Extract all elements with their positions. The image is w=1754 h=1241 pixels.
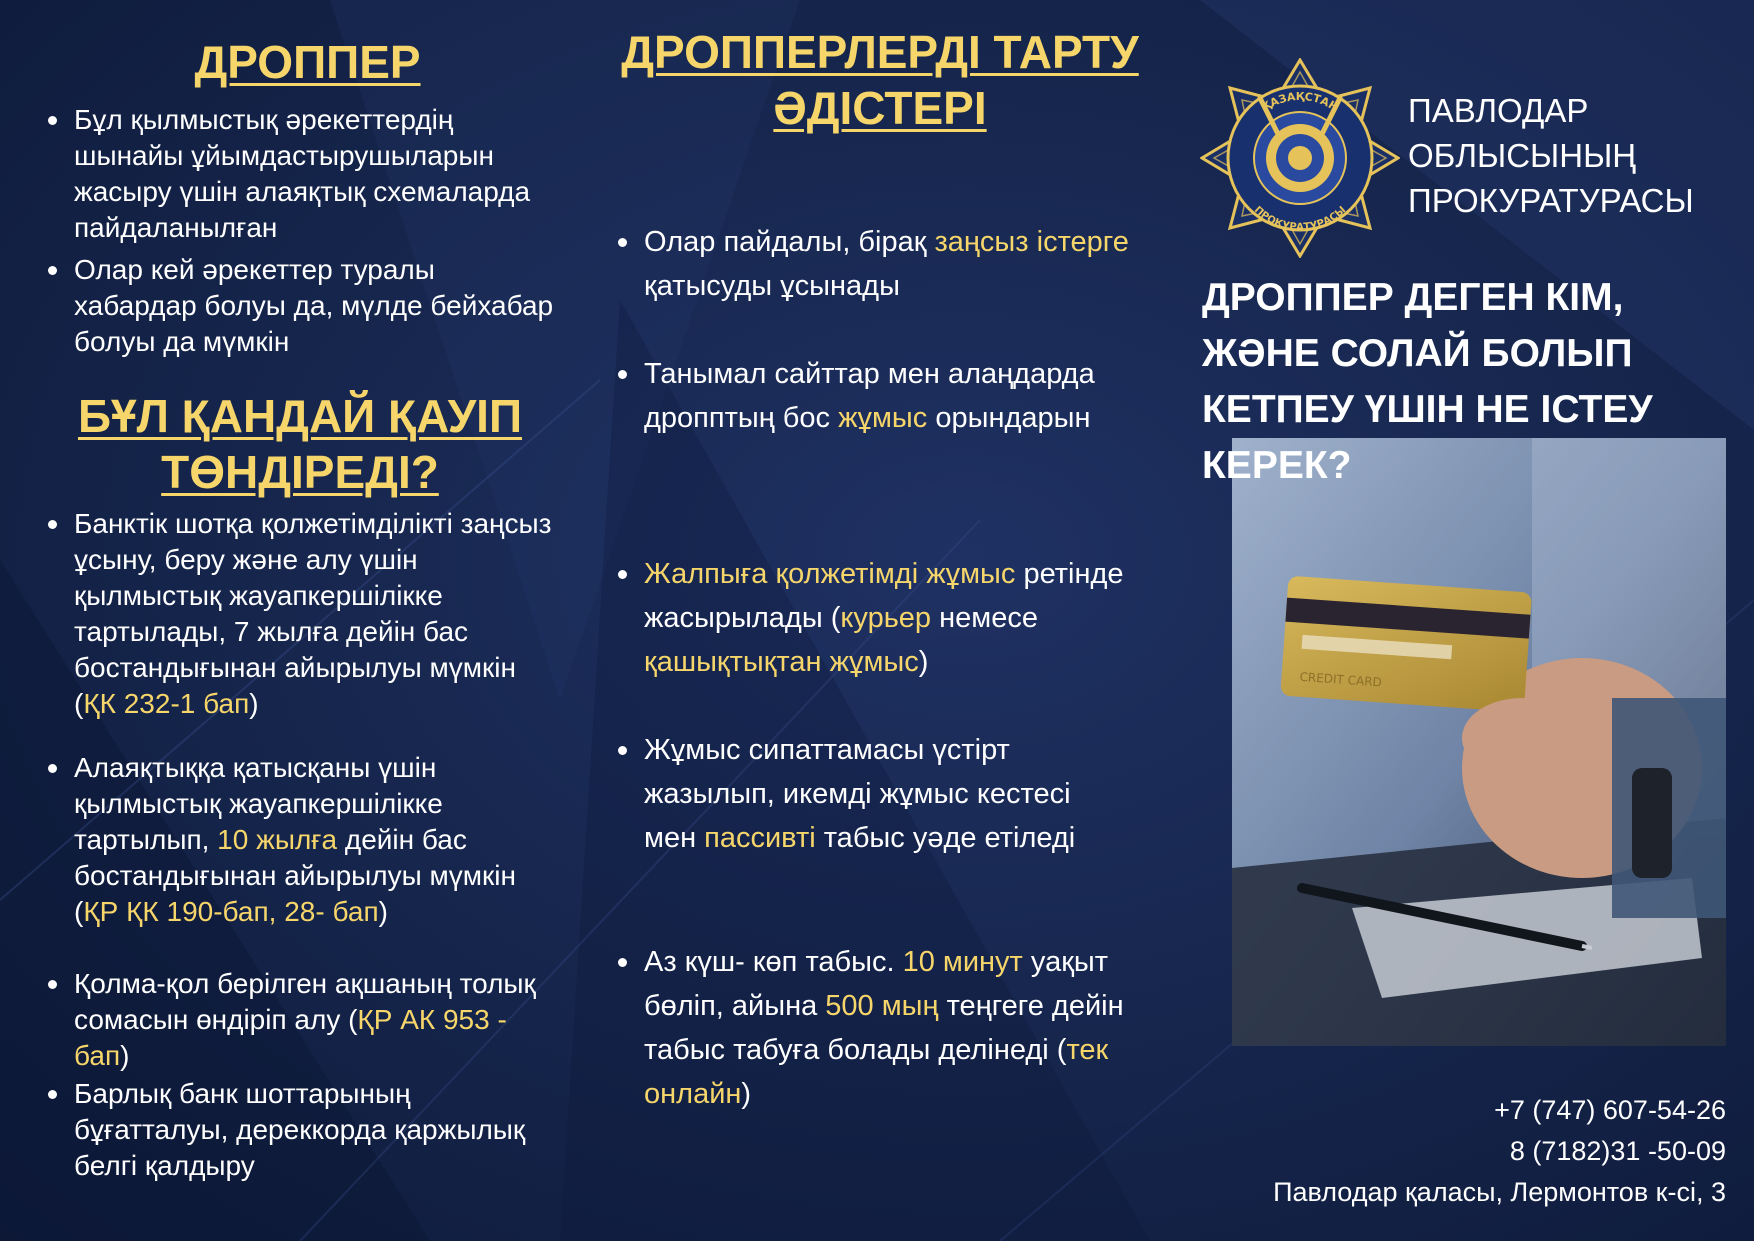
item-text: немесе <box>931 602 1038 634</box>
highlighted-text: 500 мың <box>825 990 939 1022</box>
item-text: ) <box>741 1078 752 1110</box>
title-danger-line1: БҰЛ ҚАНДАЙ ҚАУІП <box>77 390 523 442</box>
headline-line: ЖӘНЕ СОЛАЙ БОЛЫП <box>1202 332 1633 375</box>
card-text: CREDIT CARD <box>1299 669 1383 690</box>
item-text: ) <box>120 1040 130 1071</box>
list-item <box>610 940 1130 1116</box>
item-text: ретінде жасырылады ( <box>644 558 1124 634</box>
methods-list-wrap <box>610 220 1130 1116</box>
list-item <box>40 1076 565 1184</box>
item-text: уақыт бөліп, айына <box>644 946 1109 1022</box>
list-item <box>40 506 565 722</box>
address: Павлодар қаласы, Лермонтов к-сі, 3 <box>1273 1177 1726 1207</box>
highlighted-text: ҚР АК 953 - бап <box>74 1004 507 1071</box>
highlighted-text: курьер <box>840 602 932 634</box>
item-text: ) <box>378 896 388 927</box>
item-text: Олар пайдалы, бірақ <box>644 226 935 258</box>
list-item <box>610 552 1130 684</box>
title-danger-line2: ТӨНДІРЕДІ? <box>161 446 439 498</box>
item-text: табыс уәде етіледі <box>815 822 1076 854</box>
item-text: Жұмыс сипаттамасы үстірт жазылып, икемді жұмыс кестесі мен <box>644 734 1071 854</box>
list-item <box>40 102 565 246</box>
item-text: Барлық банк шоттарының бұғатталуы, дереккорда қаржылық белгі қалдыру <box>74 1078 526 1181</box>
title-methods-line1: ДРОППЕРЛЕРДІ ТАРТУ <box>621 26 1139 78</box>
item-text: Олар кей әрекеттер туралы хабардар болуы да, мүлде бейхабар болуы да мүмкін <box>74 254 554 357</box>
item-text: Қолма-қол берілген ақшаның толық сомасын өндіріп алу ( <box>74 968 536 1035</box>
phone-mobile: +7 (747) 607-54-26 <box>1494 1095 1726 1125</box>
phone-office: 8 (7182)31 -50-09 <box>1509 1136 1726 1166</box>
list-item <box>40 252 565 360</box>
list-item <box>40 966 565 1074</box>
item-text: қатысуды ұсынады <box>644 270 900 302</box>
item-text: ) <box>918 646 929 678</box>
title-dropper: ДРОППЕР <box>194 36 421 88</box>
org-line: ОБЛЫСЫНЫҢ <box>1408 137 1637 174</box>
highlighted-text: жұмыс <box>838 402 928 434</box>
emblem-text-bottom: ПРОКУРАТУРАСЫ <box>1251 204 1349 234</box>
item-text: Бұл қылмыстық әрекеттердің шынайы ұйымдастырушыларын жасыру үшін алаяқтық схемаларда пайдаланылған <box>74 104 531 243</box>
emblem-text-top: ҚАЗАҚСТАН <box>1259 89 1341 115</box>
highlighted-text: ҚР ҚК 190-бап, 28- бап <box>83 896 379 927</box>
headline-line: КЕРЕК? <box>1202 444 1352 487</box>
organization-name <box>1408 88 1694 223</box>
item-text: дейін бас бостандығынан айырылуы мүмкін ( <box>74 824 516 927</box>
item-text: орындарын <box>927 402 1091 434</box>
highlighted-text: қашықтықтан жұмыс <box>644 646 919 678</box>
title-danger <box>30 388 570 500</box>
highlighted-text: тек онлайн <box>644 1034 1109 1110</box>
org-line: ПАВЛОДАР <box>1408 92 1589 129</box>
list-item <box>610 352 1130 440</box>
org-line: ПРОКУРАТУРАСЫ <box>1408 182 1694 219</box>
item-text: Алаяқтыққа қатысқаны үшін қылмыстық жауапкершілікке тартылып, <box>74 752 443 855</box>
item-text: Банктік шотқа қолжетімділікті заңсыз ұсыну, беру және алу үшін қылмыстық жауапкершілікке тартылады, 7 жылға дейін бас бостандығынан айырылуы мүмкін ( <box>74 508 552 719</box>
item-text: теңгеге дейін табыс табуға болады делінеді ( <box>644 990 1124 1066</box>
highlighted-text: ҚК 232-1 бап <box>83 688 250 719</box>
methods-list <box>610 220 1130 1116</box>
list-item <box>40 750 565 930</box>
highlighted-text: заңсыз істерге <box>934 226 1129 258</box>
dropper-definition-list <box>40 102 565 360</box>
item-text: Аз күш- көп табыс. <box>644 946 903 978</box>
item-text: ) <box>249 688 259 719</box>
item-text: Танымал сайттар мен алаңдарда дропптың бос <box>644 358 1095 434</box>
highlighted-text: Жалпыға қолжетімді жұмыс <box>644 558 1016 590</box>
left-column <box>40 32 565 1184</box>
highlighted-text: 10 минут <box>902 946 1023 978</box>
prosecutor-emblem <box>1200 58 1400 258</box>
main-headline <box>1202 270 1732 494</box>
contacts <box>1273 1090 1726 1213</box>
middle-column <box>600 24 1160 136</box>
headline-line: ДРОППЕР ДЕГЕН КІМ, <box>1202 276 1624 319</box>
title-methods-line2: ӘДІСТЕРІ <box>773 82 987 134</box>
highlighted-text: 10 жылға <box>217 824 338 855</box>
headline-line: КЕТПЕУ ҮШІН НЕ ІСТЕУ <box>1202 388 1653 431</box>
danger-list <box>40 506 565 1184</box>
highlighted-text: пассивті <box>704 822 816 854</box>
credit-card-photo <box>1232 438 1726 1046</box>
list-item <box>610 728 1130 860</box>
list-item <box>610 220 1130 308</box>
